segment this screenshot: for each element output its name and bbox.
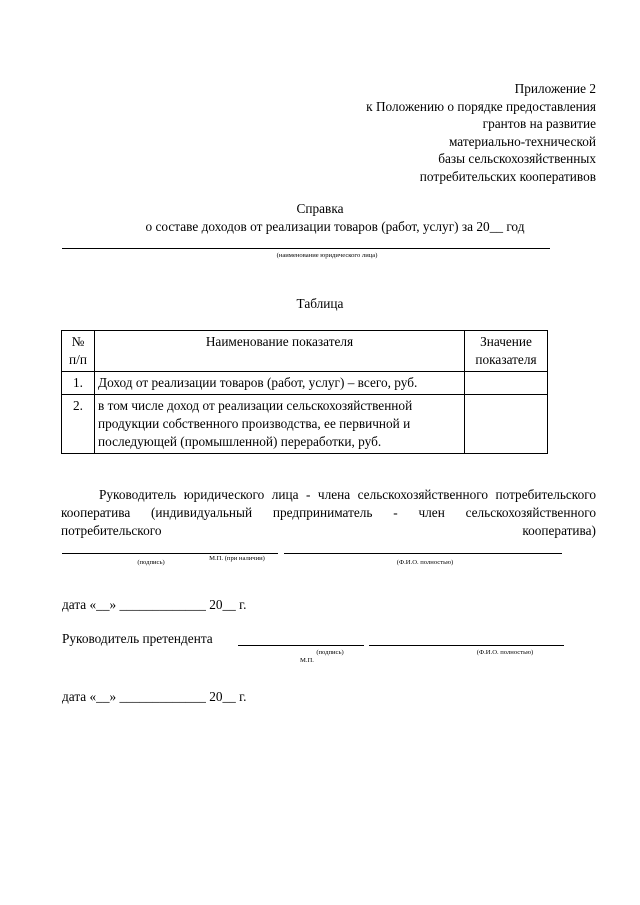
appendix-line: базы сельскохозяйственных: [438, 151, 596, 167]
header-num: [62, 331, 95, 372]
org-name-caption: (наименование юридического лица): [276, 252, 378, 259]
applicant-stamp-caption: М.П.: [300, 657, 314, 664]
signature-caption: (подпись): [137, 559, 165, 566]
appendix-header: [276, 80, 596, 186]
signature-line: [62, 553, 278, 554]
fio-caption: (Ф.И.О. полностью): [396, 559, 454, 566]
row-name: Доход от реализации товаров (работ, услуг) – всего, руб.: [95, 372, 465, 395]
row-num: 1.: [62, 372, 95, 395]
row-value: [465, 372, 548, 395]
date-line: дата «__» _____________ 20__ г.: [62, 689, 247, 704]
applicant-label: Руководитель претендента: [62, 631, 213, 646]
header-num-line1: №: [71, 334, 85, 349]
stamp-caption: М.П. (при наличии): [209, 555, 265, 562]
row-num: 2.: [62, 395, 95, 454]
applicant-signature-caption: (подпись): [316, 649, 344, 656]
appendix-line: материально-технической: [448, 133, 596, 149]
document-subtitle: о составе доходов от реализации товаров (работ, услуг) за 20__ год: [145, 219, 525, 234]
head-text: Руководитель юридического лица - члена сельскохозяйственного потребительского кооператива (индивидуальный предприниматель - член сельскохозяйственного потребительского кооператива): [61, 487, 596, 538]
table-header-row: [62, 331, 548, 372]
table-title: Таблица: [296, 296, 344, 311]
document-title: Справка: [296, 201, 344, 216]
head-paragraph: [61, 486, 596, 540]
appendix-line: к Положению о порядке предоставления: [366, 98, 596, 114]
row-value: [465, 395, 548, 454]
table-row: [62, 395, 548, 454]
date-line: дата «__» _____________ 20__ г.: [62, 597, 247, 612]
applicant-signature-line: [238, 645, 364, 646]
header-name: Наименование показателя: [95, 331, 465, 372]
header-value: [465, 331, 548, 372]
row-name: в том числе доход от реализации сельскохозяйственной продукции собственного производства, ее первичной и последующей (промышленной) переработки, руб.: [95, 395, 465, 454]
appendix-line: Приложение 2: [514, 81, 596, 96]
org-name-line: [62, 248, 550, 249]
appendix-line: потребительских кооперативов: [419, 168, 596, 184]
applicant-fio-line: [369, 645, 564, 646]
indicators-table: [61, 330, 548, 454]
appendix-line: грантов на развитие: [482, 116, 596, 132]
header-num-line2: п/п: [69, 352, 87, 367]
fio-line: [284, 553, 562, 554]
header-value-line2: показателя: [475, 352, 537, 367]
header-value-line1: Значение: [480, 334, 532, 349]
applicant-fio-caption: (Ф.И.О. полностью): [476, 649, 534, 656]
table-row: [62, 372, 548, 395]
